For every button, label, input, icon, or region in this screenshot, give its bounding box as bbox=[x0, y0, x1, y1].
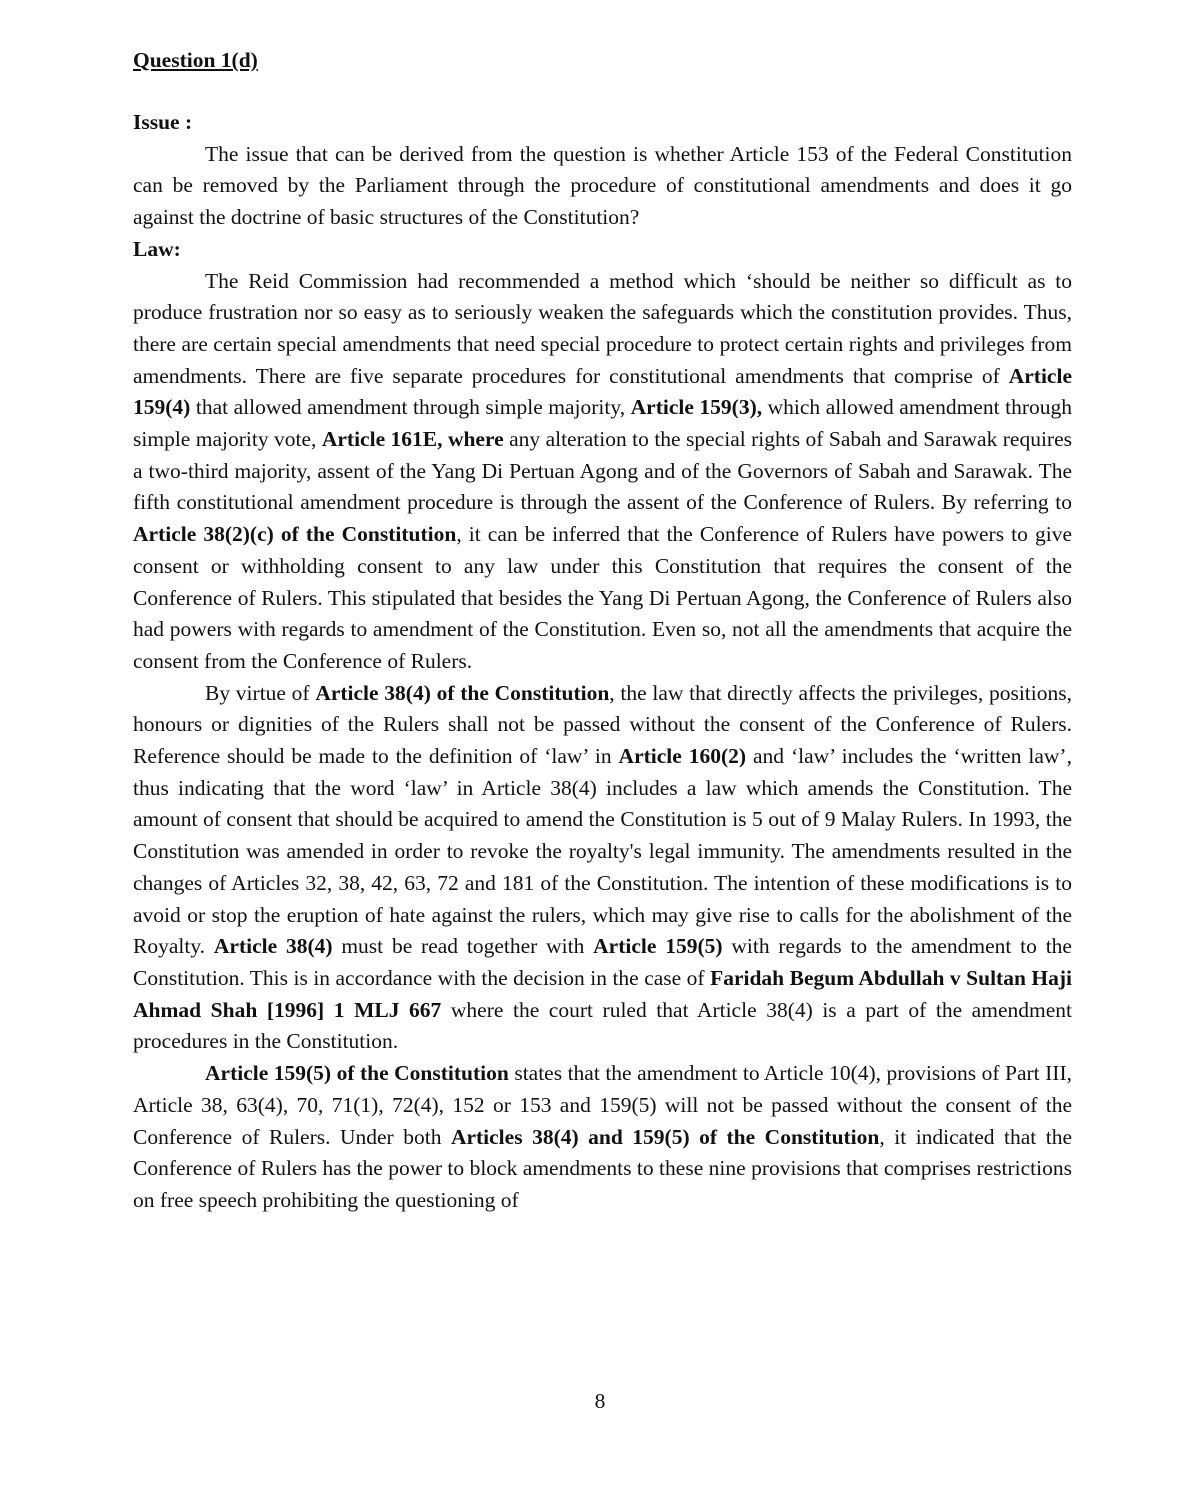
law-paragraph-3 bbox=[133, 1058, 1072, 1217]
text-run: , it indicated that the Conference of Rulers has the power to block amendments to these nine provisions that comprises restrictions on free speech prohibiting the questioning of bbox=[133, 1124, 1072, 1212]
text-run: The issue that can be derived from the question is whether Article 153 of the Federal Constitution can be removed by the Parliament through the procedure of constitutional amendments and does it go against the doctrine of basic structures of the Constitution? bbox=[133, 141, 1072, 230]
text-run: The Reid Commission had recommended a method which ‘should be neither so difficult as to produce frustration nor so easy as to seriously weaken the safeguards which the constitution provides. Thus, there are certain special amendments that need special procedure to protect certain rights and privileges from amendments. There are five separate procedures for constitutional amendments that comprise of bbox=[133, 268, 1072, 388]
text-run: with regards to the amendment to the Constitution. This is in accordance with the decision in the case of bbox=[133, 934, 1072, 990]
text-run: any alteration to the special rights of Sabah and Sarawak requires a two-third majority, assent of the Yang Di Pertuan Agong and of the Governors of Sabah and Sarawak. The fifth constitutional amendment procedure is through the assent of the Conference of Rulers. By referring to bbox=[133, 427, 1072, 515]
bold-citation: Article 159(4) bbox=[133, 363, 1072, 420]
issue-paragraph bbox=[133, 139, 1072, 234]
bold-citation: Article 38(2)(c) of the Constitution bbox=[133, 522, 457, 547]
bold-citation: Article 159(3), bbox=[630, 395, 763, 420]
bold-citation: Article 161E, where bbox=[321, 427, 504, 452]
text-run: which allowed amendment through simple majority vote, bbox=[133, 395, 1072, 452]
issue-heading: Issue : bbox=[133, 110, 193, 134]
text-run: that allowed amendment through simple majority, bbox=[190, 395, 631, 420]
text-run: , it can be inferred that the Conference of Rulers have powers to give consent or withholding consent to any law under this Constitution that requires the consent of the Conference of Rulers. This stipulated that besides the Yang Di Pertuan Agong, the Conference of Rulers also had powers with regards to amendment of the Constitution. Even so, not all the amendments that acquire the consent from the Conference of Rulers. bbox=[133, 522, 1072, 673]
text-run: , the law that directly affects the privileges, positions, honours or dignities of the Rulers shall not be passed without the consent of the Conference of Rulers. Reference should be made to the definition of ‘law’ in bbox=[133, 680, 1072, 769]
bold-citation: Article 38(4) of the Constitution bbox=[315, 680, 610, 705]
text-run: where the court ruled that Article 38(4) is a part of the amendment procedures in the Constitution. bbox=[133, 997, 1072, 1054]
bold-citation: Article 38(4) bbox=[213, 934, 333, 959]
law-paragraph-1 bbox=[133, 266, 1072, 678]
law-heading: Law: bbox=[133, 236, 181, 261]
bold-citation: Articles 38(4) and 159(5) of the Constitution bbox=[450, 1124, 880, 1149]
text-run: By virtue of bbox=[205, 680, 316, 705]
question-title: Question 1(d) bbox=[133, 48, 258, 72]
text-run: and ‘law’ includes the ‘written law’, thus indicating that the word ‘law’ in Article 38(4) includes a law which amends the Constitution. The amount of consent that should be acquired to amend the Constitution is 5 out of 9 Malay Rulers. In 1993, the Constitution was amended in order to revoke the royalty's legal immunity. The amendments resulted in the changes of Articles 32, 38, 42, 63, 72 and 181 of the Constitution. The intention of these modifications is to avoid or stop the eruption of hate against the rulers, which may give rise to calls for the abolishment of the Royalty. bbox=[133, 744, 1072, 959]
document-body bbox=[133, 44, 1072, 1217]
bold-citation: Article 159(5) of the Constitution bbox=[205, 1061, 509, 1086]
bold-citation: Faridah Begum Abdullah v Sultan Haji Ahmad Shah [1996] 1 MLJ 667 bbox=[133, 965, 1073, 1022]
page-number: 8 bbox=[594, 1389, 606, 1413]
text-run: states that the amendment to Article 10(4), provisions of Part III, Article 38, 63(4), 70, 71(1), 72(4), 152 or 153 and 159(5) will not be passed without the consent of the Conference of Rulers. Under both bbox=[133, 1061, 1073, 1149]
text-run: must be read together with bbox=[332, 934, 594, 959]
law-paragraph-2 bbox=[133, 678, 1072, 1058]
bold-citation: Article 159(5) bbox=[593, 934, 723, 959]
bold-citation: Article 160(2) bbox=[618, 744, 747, 769]
